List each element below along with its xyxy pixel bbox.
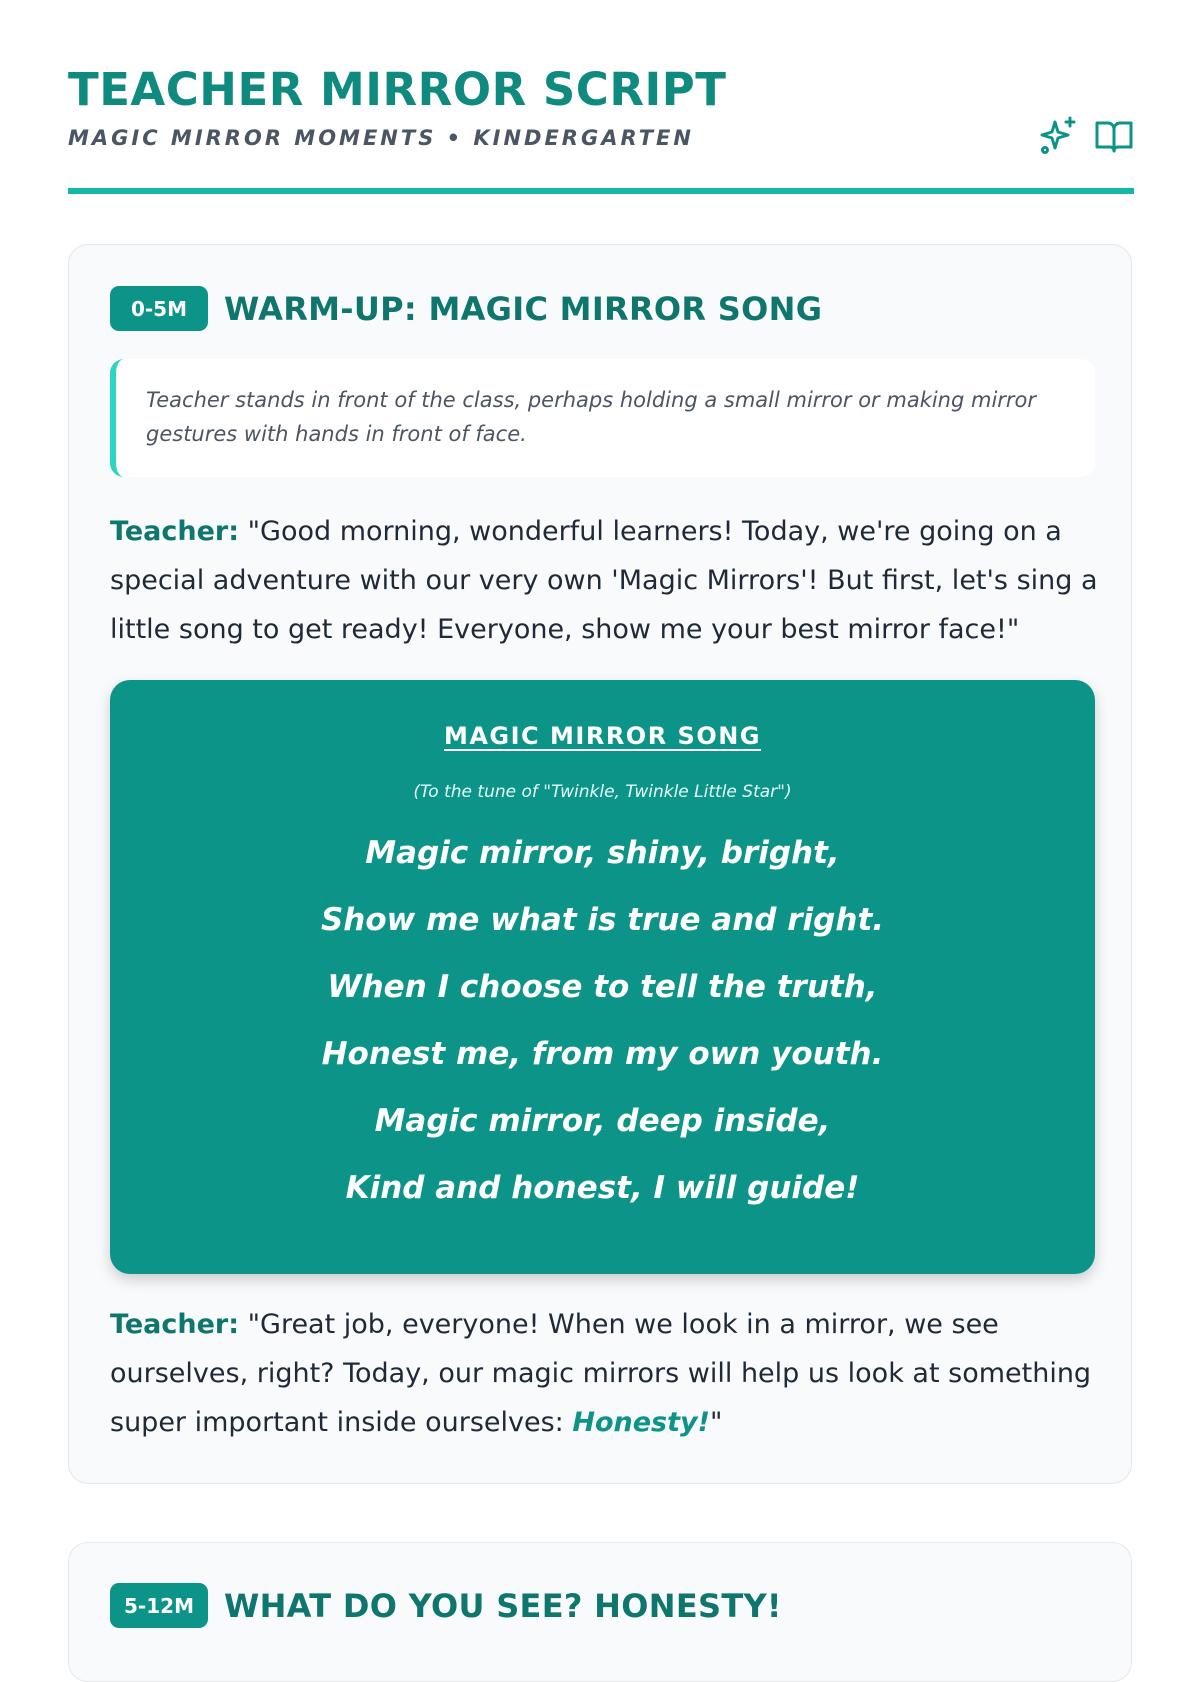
- teacher-dialogue-1: [110, 507, 1100, 654]
- section-title: WARM-UP: MAGIC MIRROR SONG: [224, 289, 823, 328]
- speaker-label: Teacher:: [110, 1309, 240, 1340]
- song-line: Magic mirror, shiny, bright,: [365, 835, 840, 871]
- dialogue-text: "Great job, everyone! When we look in a mirror, we see ourselves, right? Today, our magic mirrors will help us look at something super important inside ourselves:: [110, 1309, 1092, 1438]
- song-line: Magic mirror, deep inside,: [374, 1103, 831, 1139]
- song-lyrics: [110, 820, 1095, 1222]
- song-line: Honest me, from my own youth.: [321, 1036, 884, 1072]
- song-line: Kind and honest, I will guide!: [345, 1170, 860, 1206]
- song-line: When I choose to tell the truth,: [327, 969, 878, 1005]
- song-tune: (To the tune of "Twinkle, Twinkle Little Star"): [413, 782, 792, 802]
- song-title: MAGIC MIRROR SONG: [443, 722, 762, 750]
- script-page: [68, 0, 1134, 1625]
- section-header: [110, 286, 822, 331]
- section-header: [110, 1583, 782, 1628]
- stage-direction: Teacher stands in front of the class, perhaps holding a small mirror or making mirror gestures with hands in front of face.: [110, 359, 1095, 477]
- page-title: TEACHER MIRROR SCRIPT: [68, 63, 727, 116]
- dialogue-end: ": [709, 1407, 723, 1438]
- highlight-word: Honesty!: [572, 1407, 710, 1438]
- time-badge: 5-12M: [110, 1583, 208, 1628]
- book-open-icon[interactable]: [1094, 116, 1134, 156]
- page-subtitle: MAGIC MIRROR MOMENTS • KINDERGARTEN: [68, 126, 694, 150]
- section-what-do-you-see: [68, 1542, 1132, 1682]
- page-header: [68, 0, 1134, 194]
- section-title: WHAT DO YOU SEE? HONESTY!: [224, 1586, 782, 1625]
- song-card: [110, 680, 1095, 1274]
- section-warm-up: [68, 244, 1132, 1484]
- time-badge: 0-5M: [110, 286, 208, 331]
- sparkles-icon[interactable]: [1038, 116, 1078, 156]
- teacher-dialogue-2: [110, 1300, 1100, 1447]
- header-icons: [1038, 116, 1134, 156]
- dialogue-text: "Good morning, wonderful learners! Today, we're going on a special adventure with our very own 'Magic Mirrors'! But first, let's sing a little song to get ready! Everyone, show me your best mirror face!": [110, 516, 1098, 645]
- song-line: Show me what is true and right.: [320, 902, 885, 938]
- speaker-label: Teacher:: [110, 516, 240, 547]
